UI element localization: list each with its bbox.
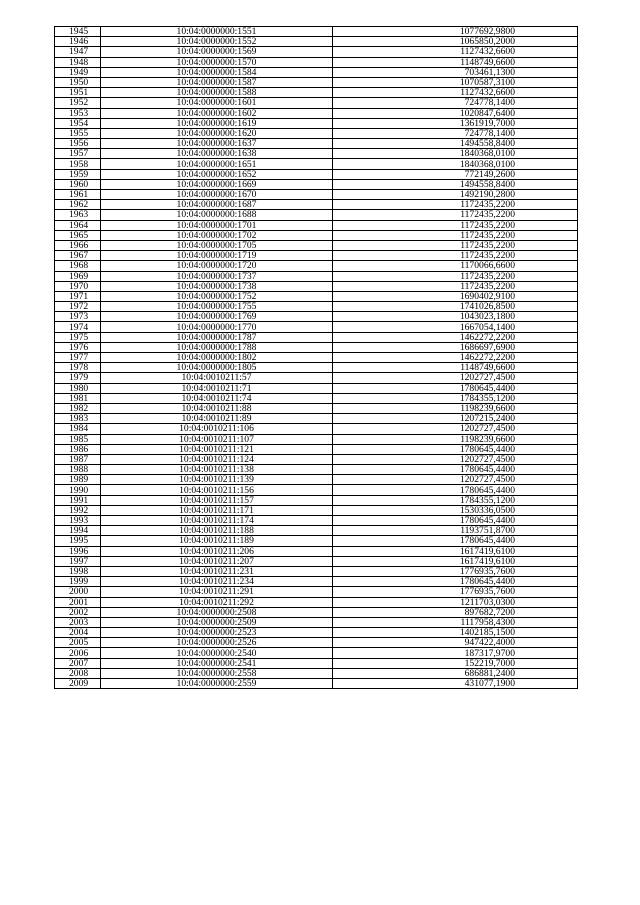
cadastral-number-cell: 10:04:0010211:88 — [101, 403, 333, 413]
table-row — [55, 67, 578, 77]
cadastral-number-cell: 10:04:0000000:1669 — [101, 179, 333, 189]
table-row — [55, 648, 578, 658]
cadastral-value-cell: 1172435,2200 — [333, 220, 578, 230]
table-row — [55, 312, 578, 322]
row-number-cell: 1970 — [55, 281, 101, 291]
row-number-cell: 1987 — [55, 454, 101, 464]
table-row — [55, 108, 578, 118]
row-number-cell: 2009 — [55, 679, 101, 689]
row-number-cell: 1962 — [55, 200, 101, 210]
cadastral-number-cell: 10:04:0000000:1570 — [101, 57, 333, 67]
table-row — [55, 617, 578, 627]
cadastral-value-cell: 947422,4000 — [333, 638, 578, 648]
table-row — [55, 424, 578, 434]
row-number-cell: 1950 — [55, 77, 101, 87]
row-number-cell: 1954 — [55, 118, 101, 128]
table-row — [55, 128, 578, 138]
row-number-cell: 1968 — [55, 261, 101, 271]
cadastral-value-cell: 1202727,4500 — [333, 475, 578, 485]
cadastral-value-cell: 1207215,2400 — [333, 414, 578, 424]
cadastral-number-cell: 10:04:0000000:1720 — [101, 261, 333, 271]
row-number-cell: 1949 — [55, 67, 101, 77]
cadastral-number-cell: 10:04:0010211:156 — [101, 485, 333, 495]
table-row — [55, 638, 578, 648]
cadastral-value-cell: 1690402,9100 — [333, 291, 578, 301]
table-row — [55, 118, 578, 128]
cadastral-number-cell: 10:04:0000000:1670 — [101, 190, 333, 200]
cadastral-number-cell: 10:04:0000000:2509 — [101, 617, 333, 627]
row-number-cell: 1966 — [55, 240, 101, 250]
cadastral-value-cell: 1776935,7600 — [333, 587, 578, 597]
cadastral-value-cell: 1780645,4400 — [333, 465, 578, 475]
cadastral-number-cell: 10:04:0000000:1569 — [101, 47, 333, 57]
table-row — [55, 37, 578, 47]
cadastral-value-cell: 1617419,6100 — [333, 546, 578, 556]
table-row — [55, 607, 578, 617]
table-row — [55, 495, 578, 505]
table-row — [55, 291, 578, 301]
cadastral-number-cell: 10:04:0000000:2541 — [101, 658, 333, 668]
row-number-cell: 2004 — [55, 628, 101, 638]
row-number-cell: 1996 — [55, 546, 101, 556]
table-row — [55, 505, 578, 515]
cadastral-value-cell: 1494558,8400 — [333, 139, 578, 149]
cadastral-value-cell: 1065850,2000 — [333, 37, 578, 47]
cadastral-number-cell: 10:04:0010211:157 — [101, 495, 333, 505]
cadastral-value-cell: 1462272,2200 — [333, 332, 578, 342]
table-row — [55, 516, 578, 526]
cadastral-value-cell: 1070587,3100 — [333, 77, 578, 87]
table-row — [55, 210, 578, 220]
row-number-cell: 1998 — [55, 566, 101, 576]
row-number-cell: 2002 — [55, 607, 101, 617]
row-number-cell: 1976 — [55, 342, 101, 352]
row-number-cell: 1951 — [55, 88, 101, 98]
cadastral-value-cell: 1780645,4400 — [333, 383, 578, 393]
row-number-cell: 1946 — [55, 37, 101, 47]
row-number-cell: 1999 — [55, 577, 101, 587]
cadastral-value-cell: 1172435,2200 — [333, 230, 578, 240]
table-row — [55, 342, 578, 352]
row-number-cell: 1956 — [55, 139, 101, 149]
cadastral-number-cell: 10:04:0010211:106 — [101, 424, 333, 434]
cadastral-number-cell: 10:04:0010211:107 — [101, 434, 333, 444]
cadastral-number-cell: 10:04:0000000:1755 — [101, 302, 333, 312]
cadastral-value-cell: 1077692,9800 — [333, 27, 578, 37]
table-row — [55, 679, 578, 689]
row-number-cell: 1992 — [55, 505, 101, 515]
cadastral-value-cell: 1780645,4400 — [333, 444, 578, 454]
cadastral-number-cell: 10:04:0000000:1702 — [101, 230, 333, 240]
row-number-cell: 1997 — [55, 556, 101, 566]
table-row — [55, 281, 578, 291]
table-row — [55, 179, 578, 189]
cadastral-number-cell: 10:04:0000000:1787 — [101, 332, 333, 342]
cadastral-value-cell: 1172435,2200 — [333, 271, 578, 281]
row-number-cell: 1958 — [55, 159, 101, 169]
cadastral-value-cell: 1667054,1400 — [333, 322, 578, 332]
table-row — [55, 149, 578, 159]
cadastral-number-cell: 10:04:0000000:1601 — [101, 98, 333, 108]
table-row — [55, 302, 578, 312]
cadastral-number-cell: 10:04:0000000:1651 — [101, 159, 333, 169]
cadastral-number-cell: 10:04:0000000:1705 — [101, 240, 333, 250]
cadastral-number-cell: 10:04:0000000:1619 — [101, 118, 333, 128]
row-number-cell: 1967 — [55, 251, 101, 261]
table-row — [55, 77, 578, 87]
row-number-cell: 1952 — [55, 98, 101, 108]
cadastral-number-cell: 10:04:0000000:1688 — [101, 210, 333, 220]
row-number-cell: 1965 — [55, 230, 101, 240]
cadastral-value-cell: 724778,1400 — [333, 128, 578, 138]
cadastral-number-cell: 10:04:0000000:1584 — [101, 67, 333, 77]
cadastral-number-cell: 10:04:0000000:2508 — [101, 607, 333, 617]
row-number-cell: 1955 — [55, 128, 101, 138]
row-number-cell: 1974 — [55, 322, 101, 332]
table-row — [55, 566, 578, 576]
table-row — [55, 454, 578, 464]
cadastral-number-cell: 10:04:0010211:89 — [101, 414, 333, 424]
row-number-cell: 1979 — [55, 373, 101, 383]
row-number-cell: 1964 — [55, 220, 101, 230]
table-row — [55, 251, 578, 261]
cadastral-table-container — [54, 26, 577, 689]
cadastral-number-cell: 10:04:0010211:231 — [101, 566, 333, 576]
row-number-cell: 1957 — [55, 149, 101, 159]
cadastral-value-cell: 1840368,0100 — [333, 159, 578, 169]
table-row — [55, 373, 578, 383]
cadastral-value-cell: 1840368,0100 — [333, 149, 578, 159]
cadastral-value-cell: 1198239,6600 — [333, 403, 578, 413]
row-number-cell: 1986 — [55, 444, 101, 454]
row-number-cell: 1983 — [55, 414, 101, 424]
cadastral-value-cell: 1211703,0300 — [333, 597, 578, 607]
table-row — [55, 353, 578, 363]
row-number-cell: 1960 — [55, 179, 101, 189]
row-number-cell: 2008 — [55, 668, 101, 678]
table-row — [55, 434, 578, 444]
cadastral-number-cell: 10:04:0010211:138 — [101, 465, 333, 475]
cadastral-number-cell: 10:04:0010211:206 — [101, 546, 333, 556]
table-row — [55, 475, 578, 485]
cadastral-number-cell: 10:04:0000000:1788 — [101, 342, 333, 352]
cadastral-number-cell: 10:04:0010211:234 — [101, 577, 333, 587]
row-number-cell: 2005 — [55, 638, 101, 648]
table-row — [55, 536, 578, 546]
row-number-cell: 1959 — [55, 169, 101, 179]
cadastral-number-cell: 10:04:0010211:291 — [101, 587, 333, 597]
row-number-cell: 1945 — [55, 27, 101, 37]
cadastral-number-cell: 10:04:0010211:189 — [101, 536, 333, 546]
cadastral-number-cell: 10:04:0000000:2559 — [101, 679, 333, 689]
cadastral-number-cell: 10:04:0010211:124 — [101, 454, 333, 464]
cadastral-value-cell: 1780645,4400 — [333, 536, 578, 546]
cadastral-number-cell: 10:04:0010211:292 — [101, 597, 333, 607]
row-number-cell: 1973 — [55, 312, 101, 322]
table-row — [55, 27, 578, 37]
table-row — [55, 230, 578, 240]
cadastral-value-cell: 1686697,6900 — [333, 342, 578, 352]
cadastral-number-cell: 10:04:0000000:1805 — [101, 363, 333, 373]
row-number-cell: 1989 — [55, 475, 101, 485]
cadastral-value-table — [54, 26, 578, 689]
cadastral-number-cell: 10:04:0000000:1638 — [101, 149, 333, 159]
cadastral-value-cell: 1784355,1200 — [333, 495, 578, 505]
table-row — [55, 190, 578, 200]
cadastral-number-cell: 10:04:0000000:1802 — [101, 353, 333, 363]
cadastral-number-cell: 10:04:0000000:2540 — [101, 648, 333, 658]
row-number-cell: 1984 — [55, 424, 101, 434]
cadastral-value-cell: 1193751,8700 — [333, 526, 578, 536]
cadastral-number-cell: 10:04:0000000:1769 — [101, 312, 333, 322]
table-body — [55, 27, 578, 689]
cadastral-value-cell: 1462272,2200 — [333, 353, 578, 363]
cadastral-value-cell: 1402185,1500 — [333, 628, 578, 638]
row-number-cell: 2007 — [55, 658, 101, 668]
table-row — [55, 220, 578, 230]
cadastral-value-cell: 1780645,4400 — [333, 577, 578, 587]
row-number-cell: 1985 — [55, 434, 101, 444]
cadastral-number-cell: 10:04:0010211:139 — [101, 475, 333, 485]
row-number-cell: 1990 — [55, 485, 101, 495]
row-number-cell: 1980 — [55, 383, 101, 393]
table-row — [55, 597, 578, 607]
cadastral-value-cell: 1172435,2200 — [333, 210, 578, 220]
cadastral-value-cell: 1172435,2200 — [333, 281, 578, 291]
row-number-cell: 1988 — [55, 465, 101, 475]
cadastral-value-cell: 1494558,8400 — [333, 179, 578, 189]
table-row — [55, 393, 578, 403]
table-row — [55, 47, 578, 57]
row-number-cell: 1961 — [55, 190, 101, 200]
cadastral-value-cell: 1117958,4300 — [333, 617, 578, 627]
cadastral-number-cell: 10:04:0000000:1552 — [101, 37, 333, 47]
cadastral-value-cell: 1172435,2200 — [333, 240, 578, 250]
row-number-cell: 1975 — [55, 332, 101, 342]
cadastral-number-cell: 10:04:0010211:207 — [101, 556, 333, 566]
cadastral-value-cell: 1127432,6600 — [333, 88, 578, 98]
cadastral-value-cell: 1020847,6400 — [333, 108, 578, 118]
table-row — [55, 261, 578, 271]
cadastral-value-cell: 1202727,4500 — [333, 454, 578, 464]
cadastral-value-cell: 1043023,1800 — [333, 312, 578, 322]
table-row — [55, 658, 578, 668]
row-number-cell: 1982 — [55, 403, 101, 413]
table-row — [55, 414, 578, 424]
row-number-cell: 1991 — [55, 495, 101, 505]
cadastral-number-cell: 10:04:0010211:121 — [101, 444, 333, 454]
cadastral-number-cell: 10:04:0010211:74 — [101, 393, 333, 403]
table-row — [55, 169, 578, 179]
row-number-cell: 1971 — [55, 291, 101, 301]
cadastral-value-cell: 1530336,0500 — [333, 505, 578, 515]
row-number-cell: 1947 — [55, 47, 101, 57]
cadastral-value-cell: 1361919,7000 — [333, 118, 578, 128]
cadastral-value-cell: 1148749,6600 — [333, 57, 578, 67]
table-row — [55, 159, 578, 169]
row-number-cell: 2006 — [55, 648, 101, 658]
cadastral-number-cell: 10:04:0000000:2526 — [101, 638, 333, 648]
table-row — [55, 403, 578, 413]
row-number-cell: 1995 — [55, 536, 101, 546]
row-number-cell: 1969 — [55, 271, 101, 281]
cadastral-number-cell: 10:04:0000000:1719 — [101, 251, 333, 261]
cadastral-number-cell: 10:04:0000000:1602 — [101, 108, 333, 118]
cadastral-value-cell: 1202727,4500 — [333, 373, 578, 383]
cadastral-value-cell: 431077,1900 — [333, 679, 578, 689]
row-number-cell: 1993 — [55, 516, 101, 526]
table-row — [55, 88, 578, 98]
cadastral-value-cell: 1198239,6600 — [333, 434, 578, 444]
table-row — [55, 546, 578, 556]
cadastral-number-cell: 10:04:0000000:2523 — [101, 628, 333, 638]
row-number-cell: 1978 — [55, 363, 101, 373]
table-row — [55, 383, 578, 393]
cadastral-number-cell: 10:04:0000000:1620 — [101, 128, 333, 138]
cadastral-value-cell: 1148749,6600 — [333, 363, 578, 373]
cadastral-value-cell: 152219,7000 — [333, 658, 578, 668]
cadastral-value-cell: 1202727,4500 — [333, 424, 578, 434]
table-row — [55, 240, 578, 250]
cadastral-number-cell: 10:04:0000000:1551 — [101, 27, 333, 37]
cadastral-number-cell: 10:04:0010211:57 — [101, 373, 333, 383]
table-row — [55, 587, 578, 597]
cadastral-value-cell: 772149,2600 — [333, 169, 578, 179]
row-number-cell: 1994 — [55, 526, 101, 536]
table-row — [55, 526, 578, 536]
table-row — [55, 200, 578, 210]
table-row — [55, 485, 578, 495]
table-row — [55, 628, 578, 638]
cadastral-number-cell: 10:04:0010211:71 — [101, 383, 333, 393]
cadastral-value-cell: 897682,7200 — [333, 607, 578, 617]
table-row — [55, 444, 578, 454]
cadastral-number-cell: 10:04:0000000:1587 — [101, 77, 333, 87]
cadastral-number-cell: 10:04:0010211:171 — [101, 505, 333, 515]
cadastral-number-cell: 10:04:0000000:1701 — [101, 220, 333, 230]
cadastral-number-cell: 10:04:0000000:1752 — [101, 291, 333, 301]
cadastral-number-cell: 10:04:0010211:174 — [101, 516, 333, 526]
table-row — [55, 332, 578, 342]
cadastral-number-cell: 10:04:0010211:188 — [101, 526, 333, 536]
cadastral-number-cell: 10:04:0000000:1738 — [101, 281, 333, 291]
cadastral-number-cell: 10:04:0000000:2558 — [101, 668, 333, 678]
cadastral-number-cell: 10:04:0000000:1687 — [101, 200, 333, 210]
table-row — [55, 98, 578, 108]
cadastral-value-cell: 1776935,7600 — [333, 566, 578, 576]
table-row — [55, 556, 578, 566]
cadastral-number-cell: 10:04:0000000:1737 — [101, 271, 333, 281]
cadastral-value-cell: 187317,9700 — [333, 648, 578, 658]
cadastral-number-cell: 10:04:0000000:1652 — [101, 169, 333, 179]
row-number-cell: 1977 — [55, 353, 101, 363]
cadastral-value-cell: 1492190,2800 — [333, 190, 578, 200]
cadastral-value-cell: 1780645,4400 — [333, 516, 578, 526]
cadastral-number-cell: 10:04:0000000:1637 — [101, 139, 333, 149]
cadastral-value-cell: 1172435,2200 — [333, 251, 578, 261]
cadastral-value-cell: 703461,1300 — [333, 67, 578, 77]
row-number-cell: 2003 — [55, 617, 101, 627]
cadastral-number-cell: 10:04:0000000:1588 — [101, 88, 333, 98]
table-row — [55, 363, 578, 373]
cadastral-value-cell: 724778,1400 — [333, 98, 578, 108]
row-number-cell: 1948 — [55, 57, 101, 67]
cadastral-number-cell: 10:04:0000000:1770 — [101, 322, 333, 332]
row-number-cell: 1972 — [55, 302, 101, 312]
cadastral-value-cell: 1780645,4400 — [333, 485, 578, 495]
cadastral-value-cell: 1741026,8500 — [333, 302, 578, 312]
row-number-cell: 1981 — [55, 393, 101, 403]
table-row — [55, 668, 578, 678]
row-number-cell: 1963 — [55, 210, 101, 220]
table-row — [55, 271, 578, 281]
table-row — [55, 577, 578, 587]
row-number-cell: 2000 — [55, 587, 101, 597]
row-number-cell: 2001 — [55, 597, 101, 607]
row-number-cell: 1953 — [55, 108, 101, 118]
cadastral-value-cell: 686881,2400 — [333, 668, 578, 678]
cadastral-value-cell: 1784355,1200 — [333, 393, 578, 403]
table-row — [55, 57, 578, 67]
cadastral-value-cell: 1127432,6600 — [333, 47, 578, 57]
table-row — [55, 139, 578, 149]
cadastral-value-cell: 1617419,6100 — [333, 556, 578, 566]
cadastral-value-cell: 1172435,2200 — [333, 200, 578, 210]
cadastral-value-cell: 1170066,6600 — [333, 261, 578, 271]
table-row — [55, 465, 578, 475]
table-row — [55, 322, 578, 332]
